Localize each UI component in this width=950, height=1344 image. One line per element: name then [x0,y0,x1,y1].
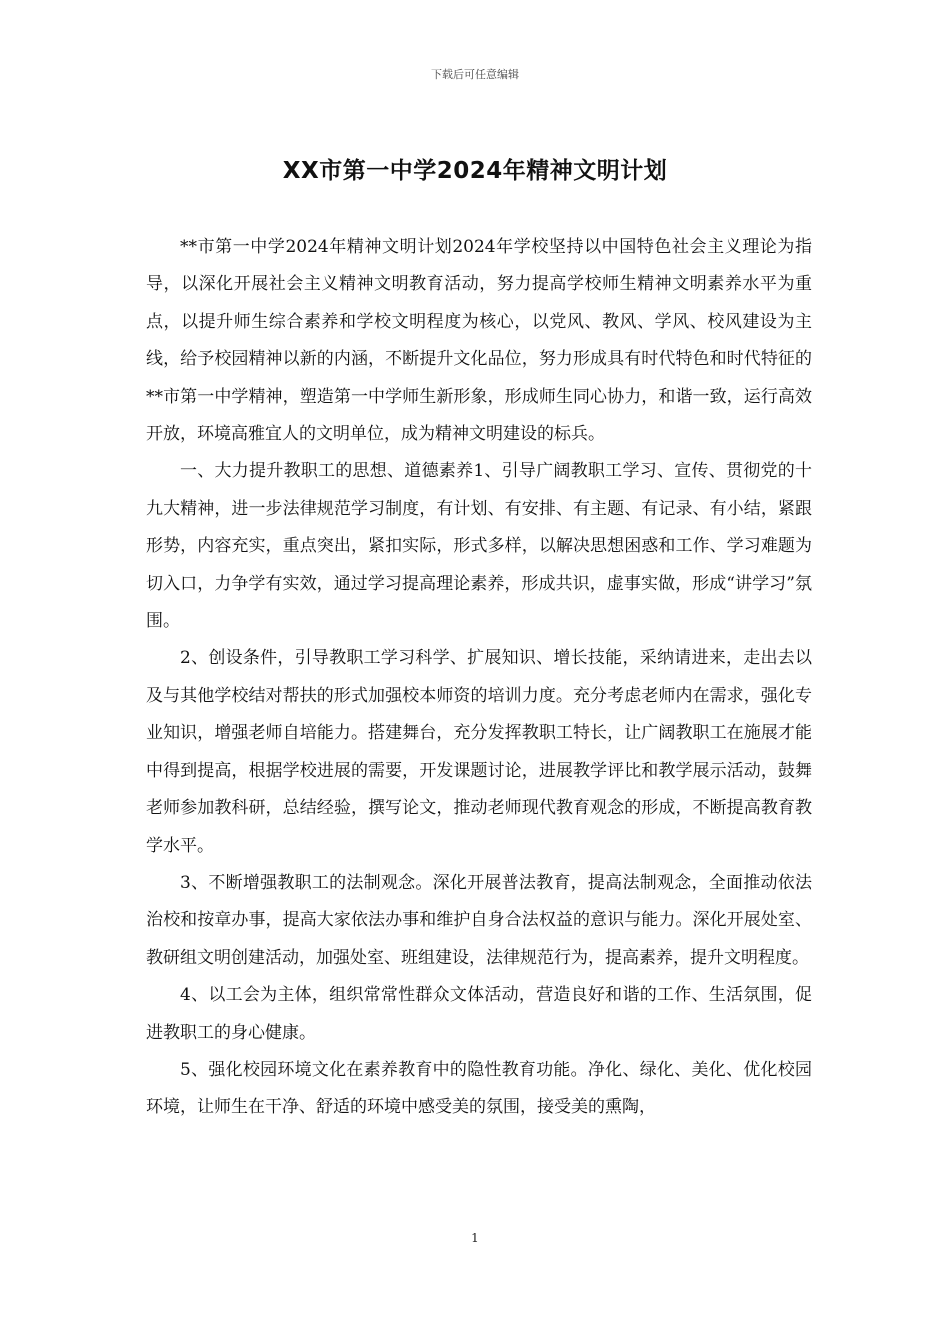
document-title: XX市第一中学2024年精神文明计划 [282,158,668,184]
paragraph-item-5: 5、强化校园环境文化在素养教育中的隐性教育功能。净化、绿化、美化、优化校园环境，让师生在干净、舒适的环境中感受美的氛围，接受美的熏陶， [146,1059,812,1118]
page-number: 1 [471,1231,479,1245]
header-note: 下载后可任意编辑 [431,68,519,81]
paragraph-item-4: 4、以工会为主体，组织常常性群众文体活动，营造良好和谐的工作、生活氛围，促进教职工的身心健康。 [146,985,812,1043]
paragraph-item-2: 2、创设条件，引导教职工学习科学、扩展知识、增长技能，采纳请进来，走出去以及与其他学校结对帮扶的形式加强校本师资的培训力度。充分考虑老师内在需求，强化专业知识，增强老师自培能力。搭建舞台，充分发挥教职工特长，让广阔教职工在施展才能中得到提高，根据学校进展的需要，开发课题讨论，进展教学评比和教学展示活动，鼓舞老师参加教科研，总结经验，撰写论文，推动老师现代教育观念的形成，不断提高教育教学水平。 [146,648,812,856]
document-body [146,229,812,1127]
paragraph-intro: **市第一中学2024年精神文明计划2024年学校坚持以中国特色社会主义理论为指导，以深化开展社会主义精神文明教育活动，努力提高学校师生精神文明素养水平为重点，以提升师生综合素养和学校文明程度为核心，以党风、教风、学风、校风建设为主线，给予校园精神以新的内涵，不断提升文化品位，努力形成具有时代特色和时代特征的**市第一中学精神，塑造第一中学师生新形象，形成师生同心协力，和谐一致，运行高效开放，环境高雅宜人的文明单位，成为精神文明建设的标兵。 [146,237,812,445]
paragraph-item-3: 3、不断增强教职工的法制观念。深化开展普法教育，提高法制观念，全面推动依法治校和按章办事，提高大家依法办事和维护自身合法权益的意识与能力。深化开展处室、教研组文明创建活动，加强处室、班组建设，法律规范行为，提高素养，提升文明程度。 [146,872,812,968]
paragraph-section-1: 一、大力提升教职工的思想、道德素养1、引导广阔教职工学习、宣传、贯彻党的十九大精神，进一步法律规范学习制度，有计划、有安排、有主题、有记录、有小结，紧跟形势，内容充实，重点突出，紧扣实际，形式多样，以解决思想困惑和工作、学习难题为切入口，力争学有实效，通过学习提高理论素养，形成共识，虚事实做，形成“讲学习”氛围。 [146,461,812,632]
